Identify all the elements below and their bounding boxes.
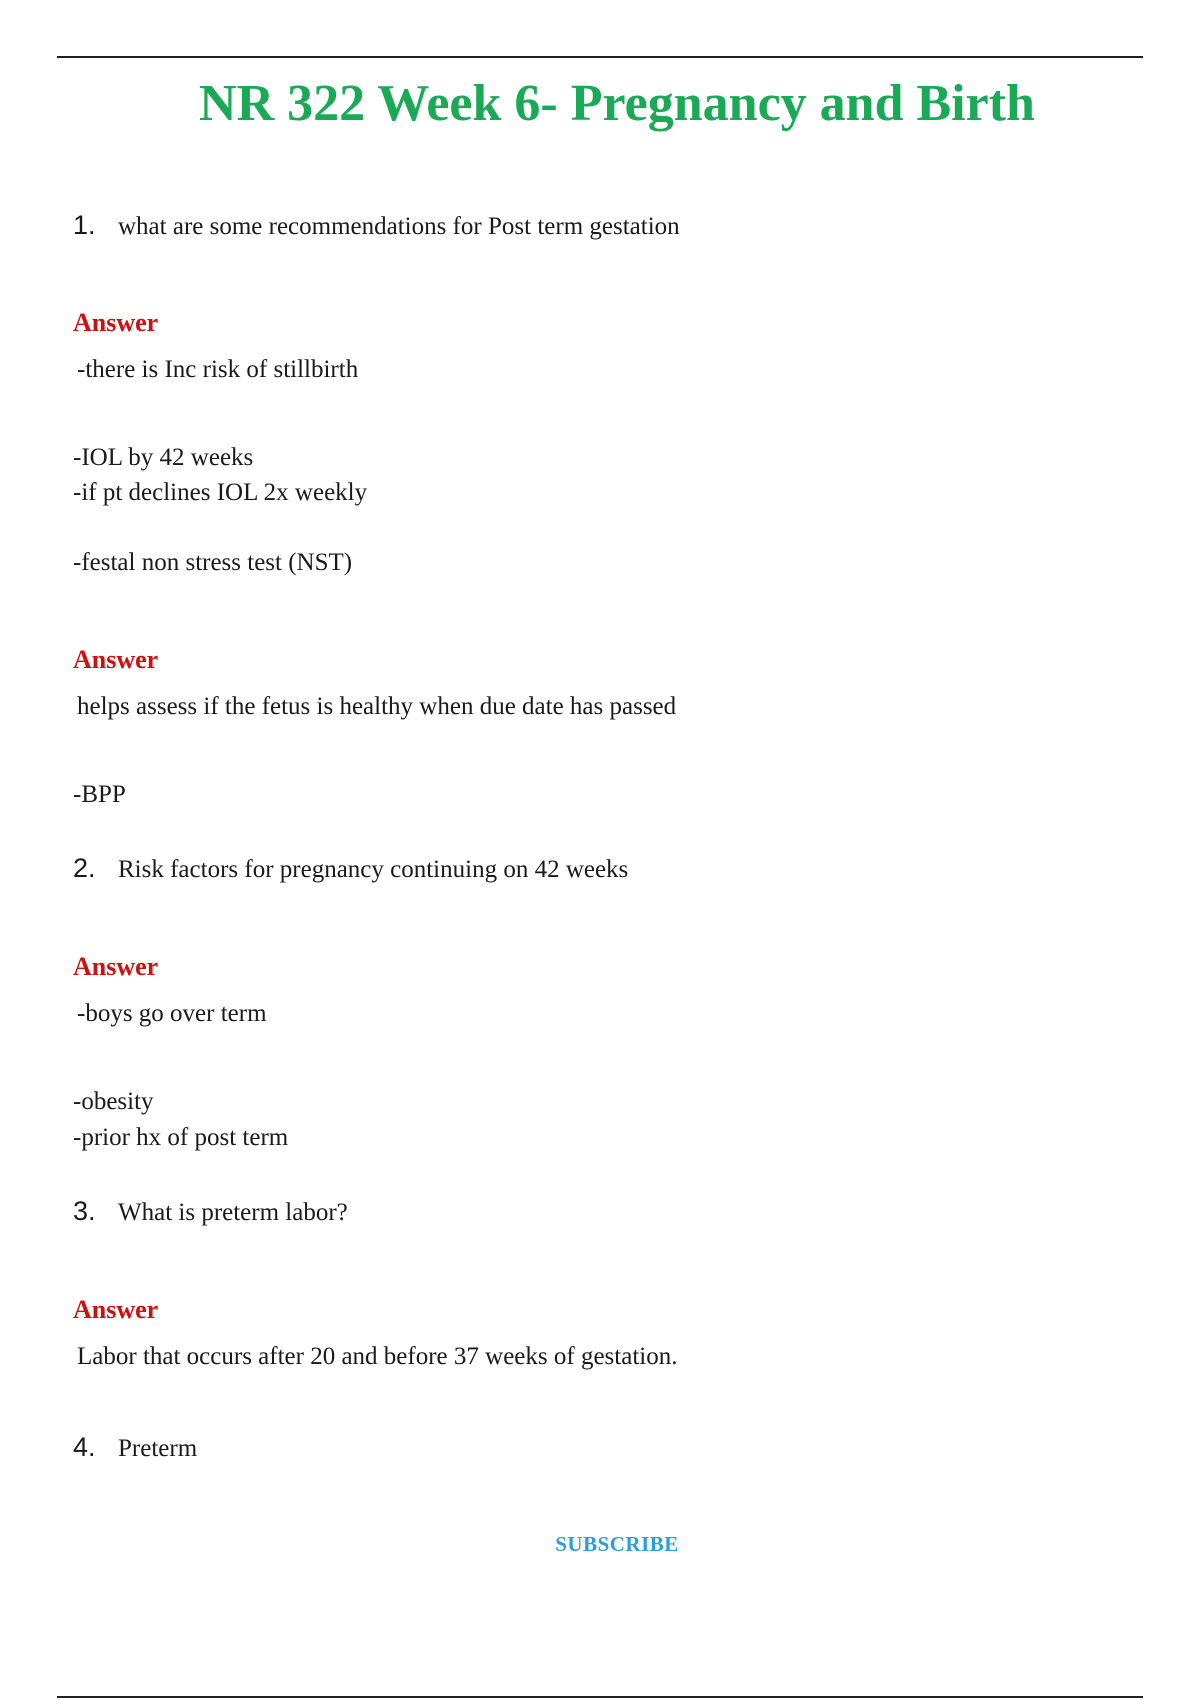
question-number: 1. [73, 210, 96, 240]
answer-line: -festal non stress test (NST) [73, 549, 353, 576]
answer-line: -IOL by 42 weeks [73, 444, 254, 471]
answer-label: Answer [73, 308, 159, 337]
answer-line: Labor that occurs after 20 and before 37 weeks of gestation. [77, 1343, 678, 1370]
answer-label: Answer [73, 645, 159, 674]
question-number: 4. [73, 1432, 96, 1462]
answer-line: -obesity [73, 1088, 154, 1115]
subscribe-link[interactable]: SUBSCRIBE [555, 1532, 679, 1556]
answer-label: Answer [73, 952, 159, 981]
answer-label: Answer [73, 1295, 159, 1324]
page-title: NR 322 Week 6- Pregnancy and Birth [199, 75, 1035, 132]
question-text: Preterm [118, 1435, 198, 1462]
top-divider [57, 56, 1143, 58]
answer-line: -boys go over term [77, 1000, 267, 1027]
question-text: what are some recommendations for Post term gestation [118, 213, 680, 240]
answer-line: -if pt declines IOL 2x weekly [73, 479, 368, 506]
question-3 [73, 1196, 348, 1227]
question-number: 2. [73, 853, 96, 883]
question-2 [73, 853, 628, 884]
answer-line: helps assess if the fetus is healthy when due date has passed [77, 693, 677, 720]
question-1 [73, 210, 680, 241]
question-text: Risk factors for pregnancy continuing on 42 weeks [118, 856, 629, 883]
question-number: 3. [73, 1196, 96, 1226]
question-text: What is preterm labor? [118, 1199, 348, 1226]
question-4 [73, 1432, 197, 1463]
bottom-divider [57, 1696, 1143, 1698]
answer-line: -there is Inc risk of stillbirth [77, 356, 359, 383]
answer-line: -BPP [73, 781, 126, 808]
answer-line: -prior hx of post term [73, 1124, 289, 1151]
